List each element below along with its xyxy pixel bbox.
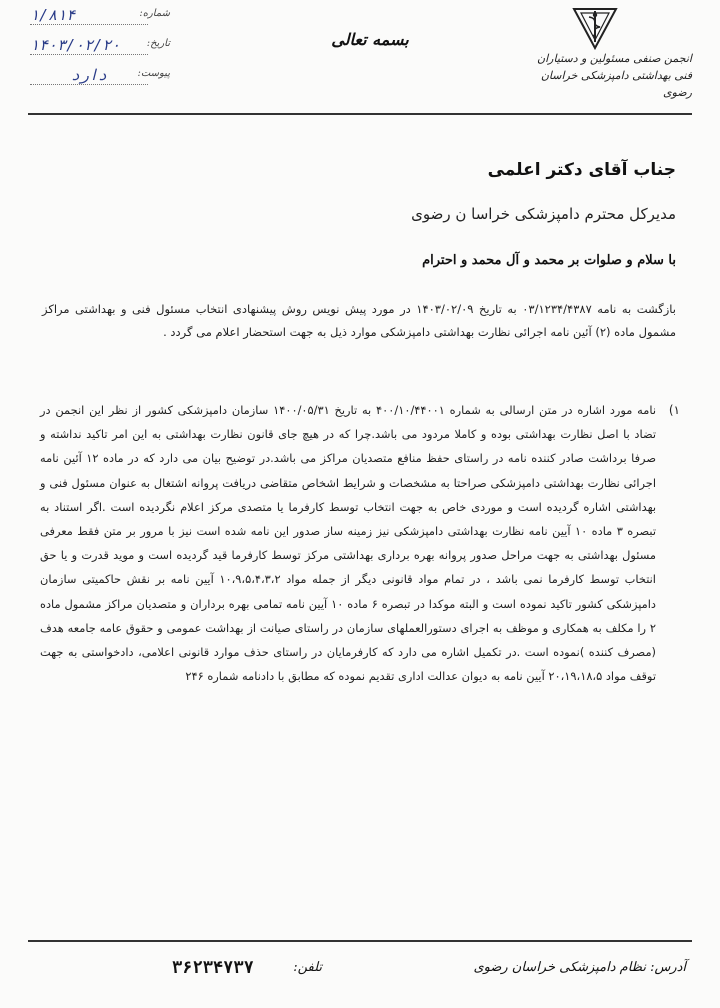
- footer-divider: [28, 940, 692, 942]
- letter-number-label: شماره:: [139, 8, 170, 19]
- list-item-text: نامه مورد اشاره در متن ارسالی به شماره ۴۰۰/۱۰/۴۴۰۰۱ به تاریخ ۱۴۰۰/۰۵/۳۱ سازمان دامپزشکی کشور از نظر این انجمن در تضاد با اصل نظارت بهداشتی بوده و کاملا مردود می باشد.چرا که در هیچ جای قانون نظارت بهداشتی به این امر تاکید نداشته و صرفا برداشت صادر کننده نامه در راستای حفظ منافع متصدیان مراکز می باشد.در توضیح بیان می دارد که در ماده ۱۲ آئین نامه اجرائی نظارت بهداشتی دامپزشکی صراحتا به مشخصات و شرایط اشخاص متقاضی دریافت پروانه اشتغال به عنوان مسئول فنی و بهداشتی اشاره گردیده است و موردی خاص به جهت انتخاب توسط کارفرما یا متصدی مرکز اعلام نگردیده است .اگر استناد به تبصره ۳ ماده ۱۰ آیین نامه نظارت بهداشتی دامپزشکی نیز زمینه ساز صدور این نامه شده است نیز با مرور بر متن فقط معرفی مسئول بهداشتی به جهت مراحل صدور پروانه بهره برداری بهداشتی مرکز توسط کارفرما قید گردیده است و موید قدرت و یا حق انتخاب توسط کارفرما نمی باشد ، در تمام مواد قانونی دیگر از جمله مواد ۱۰،۹،۵،۴،۳،۲ آیین نامه بر نقش حاکمیتی سازمان دامپزشکی کشور تاکید نموده است و البته موکدا در تبصره ۶ ماده ۱۰ آیین نامه تمامی بهره برداران و متصدیان مراکز مشمول ماده ۲ را مکلف به همکاری و موظف به اجرای دستورالعملهای سازمان در راستای صیانت از بهداشت عمومی و حقوق عامه جامعه هدف (مصرف کننده )نموده است .در تکمیل اشاره می دارد که کارفرمایان در راستای حذف موارد قانونی اعلامی، دادخواستی به جهت توقف مواد ۲۰،۱۹،۱۸،۵ آیین نامه به دیوان عدالت اداری تقدیم نموده که مطابق با دادنامه شماره ۲۴۶: [40, 403, 657, 684]
- letter-attachment-row: [30, 66, 170, 86]
- letter-number-row: [30, 6, 170, 26]
- addressee-position: مدیرکل محترم دامپزشکی خراسا ن رضوی: [411, 205, 676, 223]
- letter-number-line: [30, 24, 148, 25]
- organization-name: انجمن صنفی مسئولین و دستیاران فنی بهداشتی دامپزشکی خراسان رضوی: [537, 52, 692, 99]
- letter-date-value: ۱۴۰۳/۰۲/۲۰: [30, 36, 121, 54]
- letter-attachment-label: پیوست:: [137, 68, 170, 79]
- list-item-number: ۱): [668, 403, 680, 417]
- footer-phone-label: تلفن:: [293, 960, 322, 975]
- association-logo-icon: [572, 6, 618, 50]
- letter-number-value: ۱/۸۱۴: [30, 6, 76, 24]
- letter-date-line: [30, 54, 148, 55]
- greeting: با سلام و صلوات بر محمد و آل محمد و احترام: [422, 253, 676, 268]
- footer-phone-number: ۳۶۲۳۴۷۳۷: [172, 958, 254, 978]
- letter-attachment-line: [30, 84, 148, 85]
- addressee: جناب آقای دکتر اعلمی: [487, 160, 676, 180]
- letter-date-label: تاریخ:: [146, 38, 170, 49]
- header-divider: [28, 113, 692, 115]
- letter-date-row: [30, 36, 170, 56]
- basmala-heading: بسمه تعالی: [331, 30, 409, 49]
- footer-address: آدرس: نظام دامپزشکی خراسان رضوی: [473, 960, 686, 975]
- intro-paragraph: بازگشت به نامه ۰۳/۱۲۳۴/۴۳۸۷ به تاریخ ۱۴۰۳/۰۲/۰۹ در مورد پیش نویس روش پیشنهادی انتخاب مسئول فنی و بهداشتی مراکز مشمول ماده (۲) آئین نامه اجرائی نظارت بهداشتی دامپزشکی موارد ذیل به جهت استحضار اعلام می گردد .: [42, 302, 677, 339]
- letter-attachment-value: دارد: [70, 66, 108, 84]
